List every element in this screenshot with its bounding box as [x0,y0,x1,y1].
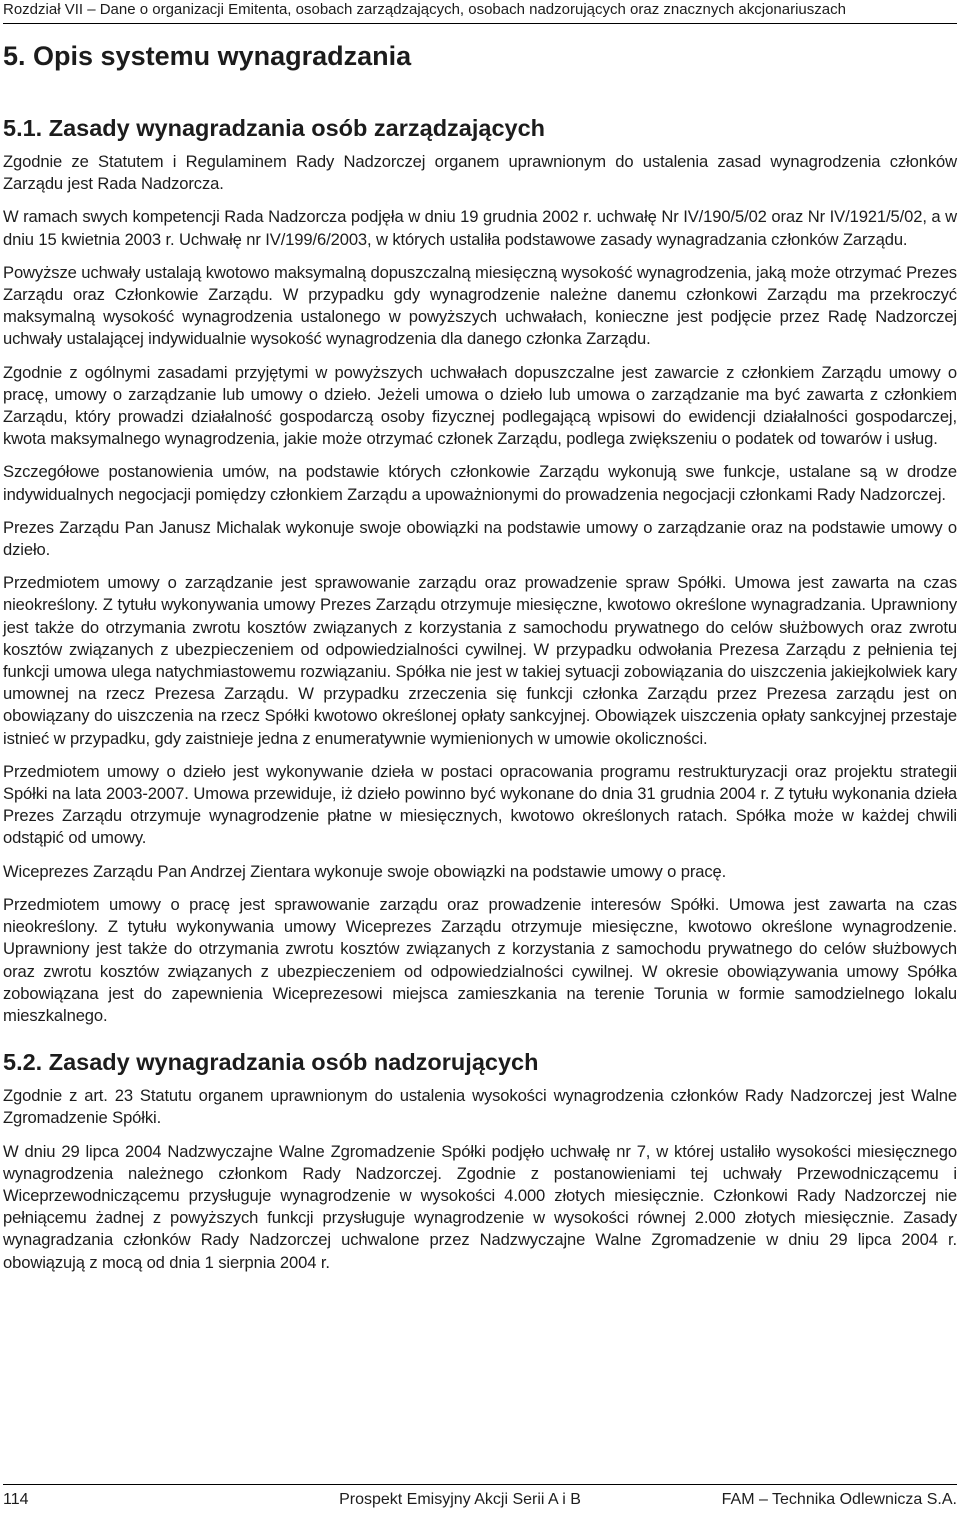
paragraph: W ramach swych kompetencji Rada Nadzorcza podjęła w dniu 19 grudnia 2002 r. uchwałę Nr IV/190/5/02 oraz Nr IV/1921/5/02, a w dniu 15 kwietnia 2003 r. Uchwałę nr IV/199/6/2003, w których ustaliła podstawowe zasady wynagradzania członków Zarządu. [3,207,957,249]
paragraph: W dniu 29 lipca 2004 Nadzwyczajne Walne Zgromadzenie Spółki podjęło uchwałę nr 7, w której ustaliło wysokości miesięcznego wynagrodzenia należnego członkom Rady Nadzorczej. Zgodnie z postanowieniami tej uchwały Przewodniczącemu i Wiceprzewodniczącemu przysługuje wynagrodzenie w wysokości 4.000 złotych miesięcznie. Członkowi Rady Nadzorczej nie pełniącemu żadnej z powyższych funkcji przysługuje wynagrodzenie w wysokości równej 2.000 złotych miesięcznie. Zasady wynagradzania członków Rady Nadzorczej uchwalone przez Nadzwyczajne Walne Zgromadzenie w dniu 29 lipca 2004 r. obowiązują z mocą od dnia 1 sierpnia 2004 r. [3,1141,957,1272]
paragraph: Zgodnie z ogólnymi zasadami przyjętymi w powyższych uchwałach dopuszczalne jest zawarcie z członkiem Zarządu umowy o pracę, umowy o zarządzanie lub umowy o dzieło. Jeżeli umowa o dzieło lub umowa o zarządzanie ma być zawarta z członkiem Zarządu, który prowadzi działalność gospodarczą osoby fizycznej podlegającą wpisowi do ewidencji działalności gospodarczej, kwota maksymalnego wynagrodzenia, jakie może otrzymać członek Zarządu, podlega zwiększeniu o podatek od towarów i usług. [3,362,957,449]
paragraph: Zgodnie ze Statutem i Regulaminem Rady Nadzorczej organem uprawnionym do ustalenia zasad wynagrodzenia członków Zarządu jest Rada Nadzorcza. [3,152,957,194]
company-name: FAM – Technika Odlewnicza S.A. [721,1491,957,1508]
paragraph: Szczegółowe postanowienia umów, na podstawie których członkowie Zarządu wykonują swe funkcje, ustalane są w drodze indywidualnych negocjacji pomiędzy członkiem Zarządu a upoważnionymi do prowadzenia negocjacji członkami Rady Nadzorczej. [3,462,957,504]
section-management [3,151,957,1027]
page-number: 114 [3,1491,29,1508]
section-heading-management: 5.1. Zasady wynagradzania osób zarządzających [3,115,546,141]
paragraph: Przedmiotem umowy o dzieło jest wykonywanie dzieła w postaci opracowania programu restrukturyzacji oraz projektu strategii Spółki na lata 2003-2007. Umowa przewiduje, iż dzieło powinno być wykonane do dnia 31 grudnia 2004 r. Z tytułu wykonania dzieła Prezes Zarządu otrzymuje wynagrodzenie płatne w miesięcznych, kwotowo określonych ratach. Spółka może w każdej chwili odstąpić od umowy. [3,761,957,848]
footer-divider [3,1484,957,1485]
paragraph: Przedmiotem umowy o pracę jest sprawowanie zarządu oraz prowadzenie interesów Spółki. Umowa jest zawarta na czas nieokreślony. Z tytułu wykonywania umowy Wiceprezes Zarządu otrzymuje miesięczne, kwotowo określone wynagrodzenie. Uprawniony jest także do otrzymania zwrotu kosztów związanych z korzystania z samochodu prywatnego do celów służbowych oraz zwrotu kosztów związanych z ubezpieczeniem od odpowiedzialności cywilnej. W okresie obowiązywania umowy Spółka zobowiązana jest do zapewnienia Wiceprezesowi miejsca zamieszkania na terenie Torunia w formie samodzielnego lokalu mieszkalnego. [3,894,957,1025]
paragraph: Powyższe uchwały ustalają kwotowo maksymalną dopuszczalną miesięczną wysokość wynagrodzenia, jaką może otrzymać Prezes Zarządu oraz Członkowie Zarządu. W przypadku gdy wynagrodzenie należne danemu członkowi Zarządu ma przekroczyć maksymalną wysokość wynagrodzenia ustalonego w powyższych uchwałach, konieczne jest podjęcie przez Radę Nadzorczej uchwały ustalającej indywidualnie wysokość wynagrodzenia dla danego członka Zarządu. [3,262,957,349]
paragraph: Prezes Zarządu Pan Janusz Michalak wykonuje swoje obowiązki na podstawie umowy o zarządzanie oraz na podstawie umowy o dzieło. [3,517,957,560]
running-header: Rozdział VII – Dane o organizacji Emitenta, osobach zarządzających, osobach nadzorujących oraz znacznych akcjonariuszach [3,0,957,24]
paragraph: Wiceprezes Zarządu Pan Andrzej Zientara wykonuje swoje obowiązki na podstawie umowy o pracę. [3,861,727,881]
paragraph: Zgodnie z art. 23 Statutu organem uprawnionym do ustalenia wysokości wynagrodzenia członków Rady Nadzorczej jest Walne Zgromadzenie Spółki. [3,1086,957,1128]
document-body [3,38,957,1285]
document-title: Prospekt Emisyjny Akcji Serii A i B [339,1491,581,1508]
page-title: 5. Opis systemu wynagradzania [3,41,412,71]
paragraph: Przedmiotem umowy o zarządzanie jest sprawowanie zarządu oraz prowadzenie spraw Spółki. Umowa jest zawarta na czas nieokreślony. Z tytułu wykonywania umowy Prezes Zarządu otrzymuje miesięczne, kwotowo określone wynagradzania. Uprawniony jest także do otrzymania zwrotu kosztów związanych z korzystania z samochodu prywatnego do celów służbowych oraz zwrotu kosztów związanych z ubezpieczeniem od odpowiedzialności cywilnej. W przypadku odwołania Prezesa Zarządu z pełnienia tej funkcji umowa ulega natychmiastowemu rozwiązaniu. Spółka nie jest w takiej sytuacji zobowiązania do uiszczenia jakiejkolwiek kary umownej na rzecz Prezesa Zarządu. W przypadku zrzeczenia się funkcji członka Zarządu przez Prezesa zarządu jest on obowiązany do uiszczenia na rzecz Spółki kwotowo określonej opłaty sankcyjnej. Obowiązek uiszczenia opłaty sankcyjnej przestaje istnieć w przypadku, gdy zaistnieje jedna z enumeratywnie wymienionych w umowie okoliczności. [3,573,957,748]
page-footer [3,1490,957,1512]
section-heading-supervisory: 5.2. Zasady wynagradzania osób nadzorujących [3,1049,539,1076]
section-supervisory [3,1085,957,1274]
